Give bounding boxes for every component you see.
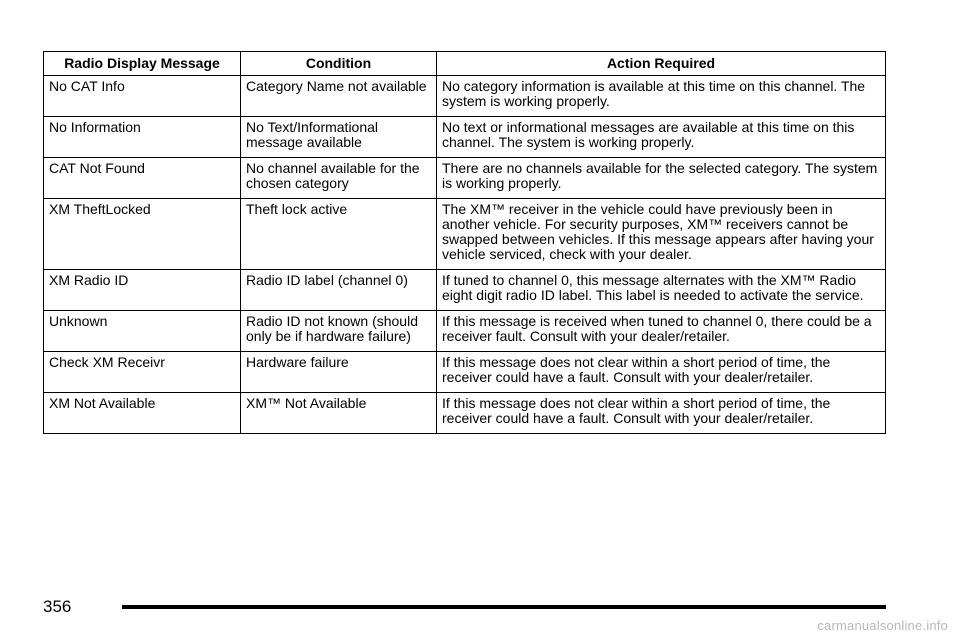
table-row bbox=[44, 158, 886, 199]
message-cell: No CAT Info bbox=[44, 76, 241, 117]
column-header-action-required: Action Required bbox=[437, 52, 886, 76]
condition-cell: No Text/Informational message available bbox=[241, 117, 437, 158]
condition-cell: Hardware failure bbox=[241, 352, 437, 393]
table-row bbox=[44, 352, 886, 393]
column-header-radio-display-message: Radio Display Message bbox=[44, 52, 241, 76]
action-cell: The XM™ receiver in the vehicle could have previously been in another vehicle. For security purposes, XM™ receivers cannot be swapped between vehicles. If this message appears after having your vehicle serviced, check with your dealer. bbox=[437, 199, 886, 270]
action-cell: No text or informational messages are available at this time on this channel. The system is working properly. bbox=[437, 117, 886, 158]
table-row bbox=[44, 311, 886, 352]
footer-rule-divider bbox=[122, 605, 886, 609]
action-cell: No category information is available at this time on this channel. The system is working properly. bbox=[437, 76, 886, 117]
condition-cell: No channel available for the chosen category bbox=[241, 158, 437, 199]
table-row bbox=[44, 199, 886, 270]
action-cell: If this message does not clear within a short period of time, the receiver could have a fault. Consult with your dealer/retailer. bbox=[437, 352, 886, 393]
action-cell: If tuned to channel 0, this message alternates with the XM™ Radio eight digit radio ID label. This label is needed to activate the service. bbox=[437, 270, 886, 311]
table-row bbox=[44, 117, 886, 158]
message-cell: XM TheftLocked bbox=[44, 199, 241, 270]
condition-cell: XM™ Not Available bbox=[241, 393, 437, 434]
table-header-row bbox=[44, 52, 886, 76]
column-header-condition: Condition bbox=[241, 52, 437, 76]
condition-cell: Category Name not available bbox=[241, 76, 437, 117]
message-cell: CAT Not Found bbox=[44, 158, 241, 199]
action-cell: There are no channels available for the selected category. The system is working properly. bbox=[437, 158, 886, 199]
condition-cell: Radio ID label (channel 0) bbox=[241, 270, 437, 311]
message-cell: XM Not Available bbox=[44, 393, 241, 434]
watermark-text: carmanualsonline.info bbox=[817, 618, 948, 633]
table-row bbox=[44, 270, 886, 311]
message-cell: Unknown bbox=[44, 311, 241, 352]
message-cell: XM Radio ID bbox=[44, 270, 241, 311]
action-cell: If this message does not clear within a short period of time, the receiver could have a fault. Consult with your dealer/retailer. bbox=[437, 393, 886, 434]
table-row bbox=[44, 76, 886, 117]
table-row bbox=[44, 393, 886, 434]
action-cell: If this message is received when tuned to channel 0, there could be a receiver fault. Consult with your dealer/retailer. bbox=[437, 311, 886, 352]
condition-cell: Theft lock active bbox=[241, 199, 437, 270]
message-cell: No Information bbox=[44, 117, 241, 158]
page-number: 356 bbox=[43, 597, 72, 616]
message-cell: Check XM Receivr bbox=[44, 352, 241, 393]
condition-cell: Radio ID not known (should only be if hardware failure) bbox=[241, 311, 437, 352]
radio-display-message-table bbox=[43, 51, 886, 434]
